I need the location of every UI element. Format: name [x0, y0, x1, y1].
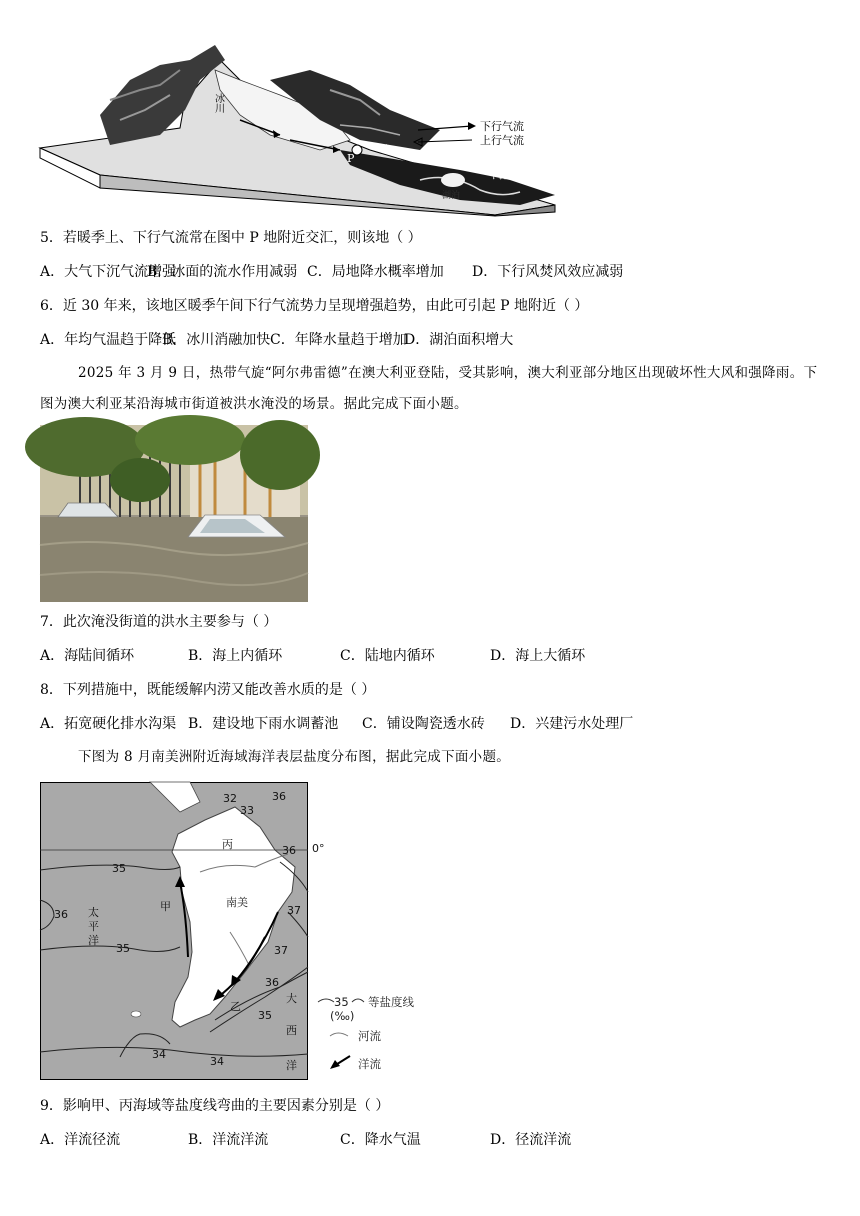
legend-isohaline-label: 等盐度线 — [368, 995, 414, 1009]
question-7-stem: 7．此次淹没街道的洪水主要参与（ ） — [40, 614, 278, 630]
q8-option-b[interactable]: B．建设地下雨水调蓄池 — [188, 716, 339, 732]
q6-option-c[interactable]: C．年降水量趋于增加 — [270, 332, 407, 348]
lake-label: 湖泊 — [442, 191, 461, 201]
atlantic-label-3: 洋 — [286, 1059, 297, 1072]
south-america-label: 南美 — [226, 896, 248, 909]
pacific-label-3: 洋 — [88, 934, 99, 947]
map-legend — [312, 990, 432, 1075]
isohaline-36-label-a: 36 — [272, 790, 286, 803]
passage-3: 下图为 8 月南美洲附近海域海洋表层盐度分布图，据此完成下面小题。 — [78, 749, 511, 765]
q9-option-a[interactable]: A．洋流径流 — [40, 1132, 121, 1148]
q8-option-d[interactable]: D．兴建污水处理厂 — [510, 716, 634, 732]
isohaline-36-label-b: 36 — [282, 844, 296, 857]
point-p-label: P — [347, 152, 355, 165]
question-7-options — [40, 646, 585, 666]
q6-option-a[interactable]: A．年均气温趋于降低 — [40, 332, 177, 348]
isohaline-33-label: 33 — [240, 804, 254, 817]
q7-option-d[interactable]: D．海上大循环 — [490, 648, 586, 664]
isohaline-32-label: 32 — [223, 792, 237, 805]
q5-option-a[interactable]: A．大气下沉气流增强 — [40, 264, 177, 280]
isohaline-36-label-d: 36 — [265, 976, 279, 989]
river-label: 河流 — [492, 168, 514, 181]
isohaline-37-label-a: 37 — [287, 904, 301, 917]
question-5-stem: 5．若暖季上、下行气流常在图中 P 地附近交汇，则该地（ ） — [40, 230, 422, 246]
q5-option-c[interactable]: C．局地降水概率增加 — [307, 264, 444, 280]
bing-label: 丙 — [222, 838, 233, 851]
question-9-options — [40, 1130, 571, 1150]
q9-option-d[interactable]: D．径流洋流 — [490, 1132, 572, 1148]
q6-option-d[interactable]: D．湖泊面积增大 — [404, 332, 514, 348]
q7-option-c[interactable]: C．陆地内循环 — [340, 648, 435, 664]
glacier-label: 冰川 — [212, 93, 224, 113]
passage-2: 2025 年 3 月 9 日，热带气旋“阿尔弗雷德”在澳大利亚登陆，受其影响，澳大利亚部分地区出现破坏性大风和强降雨。下图为澳大利亚某沿海城市街道被洪水淹没的场景。据此完成下面小题。 — [40, 365, 818, 412]
isohaline-34-label-a: 34 — [152, 1048, 166, 1061]
q7-option-a[interactable]: A．海陆间循环 — [40, 648, 135, 664]
q5-option-b[interactable]: B．冰面的流水作用减弱 — [147, 264, 298, 280]
isohaline-35-label-b: 35 — [116, 942, 130, 955]
legend-isohaline-unit: (‰) — [330, 1009, 355, 1023]
q8-option-a[interactable]: A．拓宽硬化排水沟渠 — [40, 716, 177, 732]
q6-option-b[interactable]: B．冰川消融加快 — [162, 332, 271, 348]
question-6-stem: 6．近 30 年来，该地区暖季午间下行气流势力呈现增强趋势，由此可引起 P 地附近（ ） — [40, 298, 589, 314]
legend-river-label: 河流 — [358, 1029, 381, 1043]
isohaline-35-label-a: 35 — [112, 862, 126, 875]
isohaline-34-label-b: 34 — [210, 1055, 224, 1068]
pacific-label-1: 太 — [88, 906, 99, 919]
q5-option-d[interactable]: D．下行风焚风效应减弱 — [472, 264, 624, 280]
q7-option-b[interactable]: B．海上内循环 — [188, 648, 283, 664]
q9-option-c[interactable]: C．降水气温 — [340, 1132, 421, 1148]
glacier-valley-diagram — [40, 40, 560, 216]
flood-street-photo — [40, 425, 308, 602]
question-8-options — [40, 714, 633, 734]
yi-label: 乙 — [230, 1000, 241, 1013]
legend-current-label: 洋流 — [358, 1057, 381, 1071]
isohaline-37-label-b: 37 — [274, 944, 288, 957]
question-9-stem: 9．影响甲、丙海域等盐度线弯曲的主要因素分别是（ ） — [40, 1098, 390, 1114]
down-flow-label: 下行气流 — [480, 120, 524, 133]
question-8-stem: 8．下列措施中，既能缓解内涝又能改善水质的是（ ） — [40, 682, 376, 698]
isohaline-36-label-c: 36 — [54, 908, 68, 921]
legend-isohaline-value: 35 — [334, 995, 349, 1009]
atlantic-label-2: 西 — [286, 1024, 297, 1037]
question-6-options — [40, 330, 513, 350]
south-america-salinity-map — [40, 782, 325, 1080]
atlantic-label-1: 大 — [286, 992, 297, 1005]
isohaline-35-label-c: 35 — [258, 1009, 272, 1022]
q9-option-b[interactable]: B．洋流洋流 — [188, 1132, 269, 1148]
jia-label: 甲 — [160, 900, 171, 913]
question-5-options — [40, 262, 623, 282]
equator-label: 0° — [312, 842, 325, 855]
pacific-label-2: 平 — [88, 920, 99, 933]
up-flow-label: 上行气流 — [480, 134, 524, 147]
q8-option-c[interactable]: C．铺设陶瓷透水砖 — [362, 716, 485, 732]
